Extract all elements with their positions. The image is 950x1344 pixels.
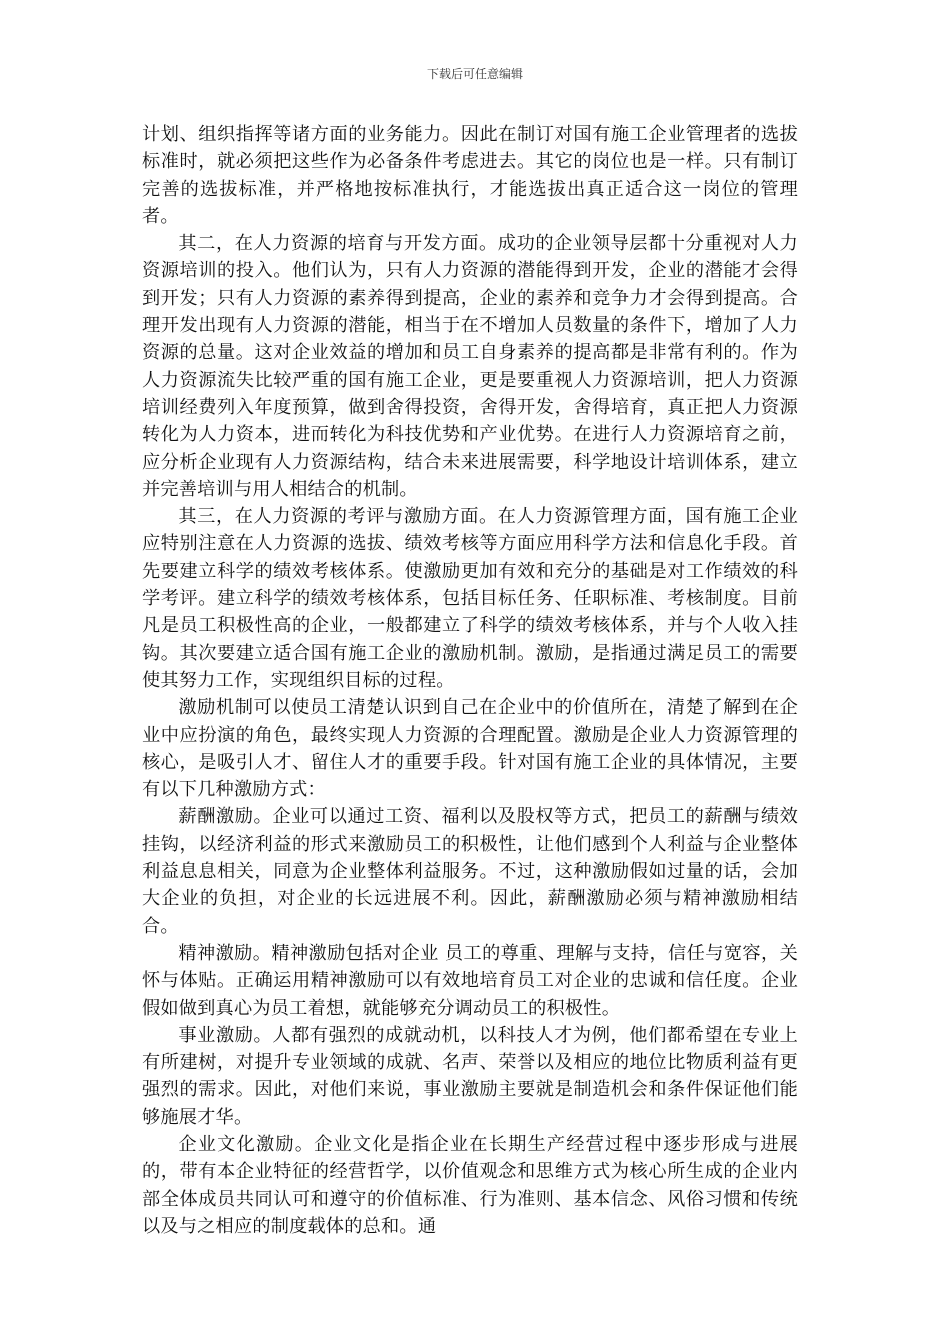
paragraph-2: 其二，在人力资源的培育与开发方面。成功的企业领导层都十分重视对人力资源培训的投入。他们认为，只有人力资源的潜能得到开发，企业的潜能才会得到开发；只有人力资源的素养得到提高，企业的素养和竞争力才会得到提高。合理开发出现有人力资源的潜能，相当于在不增加人员数量的条件下，增加了人力资源的总量。这对企业效益的增加和员工自身素养的提高都是非常有利的。作为人力资源流失比较严重的国有施工企业，更是要重视人力资源培训，把人力资源培训经费列入年度预算，做到舍得投资，舍得开发，舍得培育，真正把人力资源转化为人力资本，进而转化为科技优势和产业优势。在进行人力资源培育之前，应分析企业现有人力资源结构，结合未来进展需要，科学地设计培训体系，建立并完善培训与用人相结合的机制。 bbox=[142, 233, 798, 500]
paragraph-1: 计划、组织指挥等诸方面的业务能力。因此在制订对国有施工企业管理者的选拔标准时，就必须把这些作为必备条件考虑进去。其它的岗位也是一样。只有制订完善的选拔标准，并严格地按标准执行，才能选拔出真正适合这一岗位的管理者。 bbox=[142, 124, 798, 227]
paragraph-8: 企业文化激励。企业文化是指企业在长期生产经营过程中逐步形成与进展的，带有本企业特征的经营哲学，以价值观念和思维方式为核心所生成的企业内部全体成员共同认可和遵守的价值标准、行为准则、基本信念、风俗习惯和传统以及与之相应的制度载体的总和。通 bbox=[142, 1133, 798, 1237]
paragraph-5: 薪酬激励。企业可以通过工资、福利以及股权等方式，把员工的薪酬与绩效挂钩，以经济利益的形式来激励员工的积极性，让他们感到个人利益与企业整体利益息息相关，同意为企业整体利益服务。不过，这种激励假如过量的话，会加大企业的负担，对企业的长远进展不利。因此，薪酬激励必须与精神激励相结合。 bbox=[142, 806, 798, 937]
paragraph-6: 精神激励。精神激励包括对企业 员工的尊重、理解与支持，信任与宽容，关怀与体贴。正确运用精神激励可以有效地培育员工对企业的忠诚和信任度。企业假如做到真心为员工着想，就能够充分调动员工的积极性。 bbox=[142, 942, 798, 1019]
paragraph-7: 事业激励。人都有强烈的成就动机，以科技人才为例，他们都希望在专业上有所建树，对提升专业领域的成就、名声、荣誉以及相应的地位比物质利益有更强烈的需求。因此，对他们来说，事业激励主要就是制造机会和条件保证他们能够施展才华。 bbox=[142, 1024, 798, 1128]
page-header: 下载后可任意编辑 bbox=[426, 67, 523, 81]
paragraph-4: 激励机制可以使员工清楚认识到自己在企业中的价值所在，清楚了解到在企业中应扮演的角色，最终实现人力资源的合理配置。激励是企业人力资源管理的核心，是吸引人才、留住人才的重要手段。针对国有施工企业的具体情况，主要有以下几种激励方式： bbox=[142, 697, 798, 801]
paragraph-3: 其三，在人力资源的考评与激励方面。在人力资源管理方面，国有施工企业应特别注意在人力资源的选拔、绩效考核等方面应用科学方法和信息化手段。首先要建立科学的绩效考核体系。使激励更加有效和充分的基础是对工作绩效的科学考评。建立科学的绩效考核体系，包括目标任务、任职标准、考核制度。目前凡是员工积极性高的企业，一般都建立了科学的绩效考核体系，并与个人收入挂钩。其次要建立适合国有施工企业的激励机制。激励，是指通过满足员工的需要使其努力工作，实现组织目标的过程。 bbox=[142, 506, 798, 691]
document-body bbox=[142, 121, 798, 1240]
